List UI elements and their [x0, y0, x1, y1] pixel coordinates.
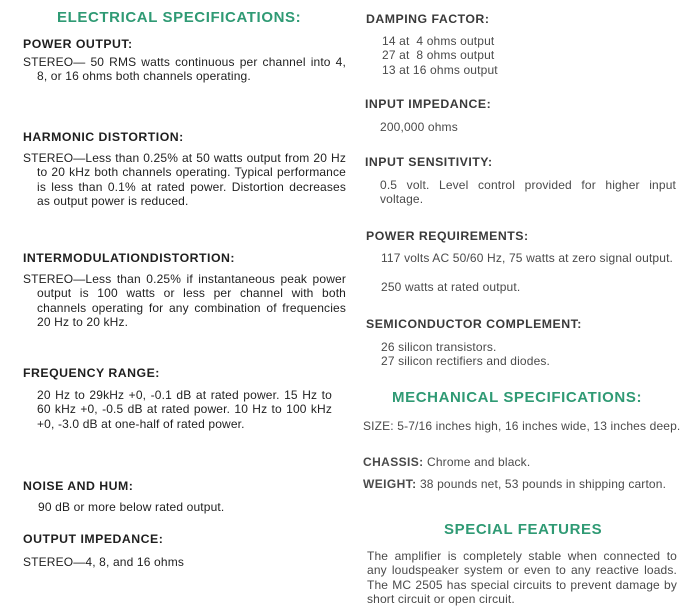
weight-label: WEIGHT:: [363, 477, 417, 491]
weight-value: 38 pounds net, 53 pounds in shipping carton.: [419, 477, 667, 491]
output-impedance-text: STEREO—4, 8, and 16 ohms: [23, 555, 185, 569]
harmonic-distortion-heading: HARMONIC DISTORTION:: [23, 130, 184, 144]
electrical-specifications-title: ELECTRICAL SPECIFICATIONS:: [57, 9, 302, 26]
input-impedance-heading: INPUT IMPEDANCE:: [365, 97, 492, 111]
chassis-value: Chrome and black.: [427, 455, 531, 469]
damping-factor-line: 27 at 8 ohms output: [382, 48, 495, 63]
output-impedance-heading: OUTPUT IMPEDANCE:: [23, 532, 164, 546]
power-output-heading: POWER OUTPUT:: [23, 37, 133, 51]
intermodulation-distortion-text: STEREO—Less than 0.25% if instantaneous peak power output is 100 watts or less per channel with both channels operating for any combination of frequencies 20 Hz to 20 kHz.: [23, 272, 346, 329]
damping-factor-heading: DAMPING FACTOR:: [366, 12, 490, 26]
power-output-text: STEREO— 50 RMS watts continuous per channel into 4, 8, or 16 ohms both channels operating.: [23, 55, 346, 84]
power-requirements-text: 117 volts AC 50/60 Hz, 75 watts at zero signal output.: [381, 251, 674, 265]
damping-factor-line: 14 at 4 ohms output: [382, 34, 495, 48]
input-sensitivity-heading: INPUT SENSITIVITY:: [365, 155, 493, 169]
damping-factor-values: [382, 34, 498, 77]
semiconductor-line: 26 silicon transistors.: [381, 340, 497, 354]
frequency-range-heading: FREQUENCY RANGE:: [23, 366, 160, 380]
chassis-row: [363, 455, 673, 469]
noise-and-hum-text: 90 dB or more below rated output.: [38, 500, 225, 514]
semiconductor-complement-heading: SEMICONDUCTOR COMPLEMENT:: [366, 317, 582, 331]
input-impedance-text: 200,000 ohms: [380, 120, 458, 134]
power-requirements-rated: 250 watts at rated output.: [381, 280, 521, 294]
special-features-title: SPECIAL FEATURES: [444, 521, 603, 538]
damping-factor-line: 13 at 16 ohms output: [382, 62, 498, 77]
size-text: SIZE: 5-7/16 inches high, 16 inches wide, 13 inches deep.: [363, 419, 681, 433]
power-requirements-heading: POWER REQUIREMENTS:: [366, 229, 529, 243]
intermodulation-distortion-heading: INTERMODULATIONDISTORTION:: [23, 251, 236, 265]
semiconductor-line: 27 silicon rectifiers and diodes.: [381, 354, 551, 369]
chassis-label: CHASSIS:: [363, 455, 424, 469]
special-features-text: The amplifier is completely stable when connected to any loudspeaker system or even to any reactive loads. The MC 2505 has special circuits to prevent damage by short circuit or open circuit.: [367, 549, 677, 606]
semiconductor-values: [381, 340, 550, 369]
weight-row: [363, 477, 687, 491]
harmonic-distortion-text: STEREO—Less than 0.25% at 50 watts output from 20 Hz to 20 kHz both channels operating. Typical performance is less than 0.1% at rated power. Distortion decreases as output power is reduced.: [23, 151, 346, 208]
frequency-range-text: 20 Hz to 29kHz +0, -0.1 dB at rated power. 15 Hz to 60 kHz +0, -0.5 dB at rated power. 10 Hz to 100 kHz +0, -3.0 dB at one-half of rated power.: [37, 388, 332, 431]
input-sensitivity-text: 0.5 volt. Level control provided for higher input voltage.: [380, 178, 676, 207]
mechanical-specifications-title: MECHANICAL SPECIFICATIONS:: [392, 389, 643, 406]
noise-and-hum-heading: NOISE AND HUM:: [23, 479, 134, 493]
